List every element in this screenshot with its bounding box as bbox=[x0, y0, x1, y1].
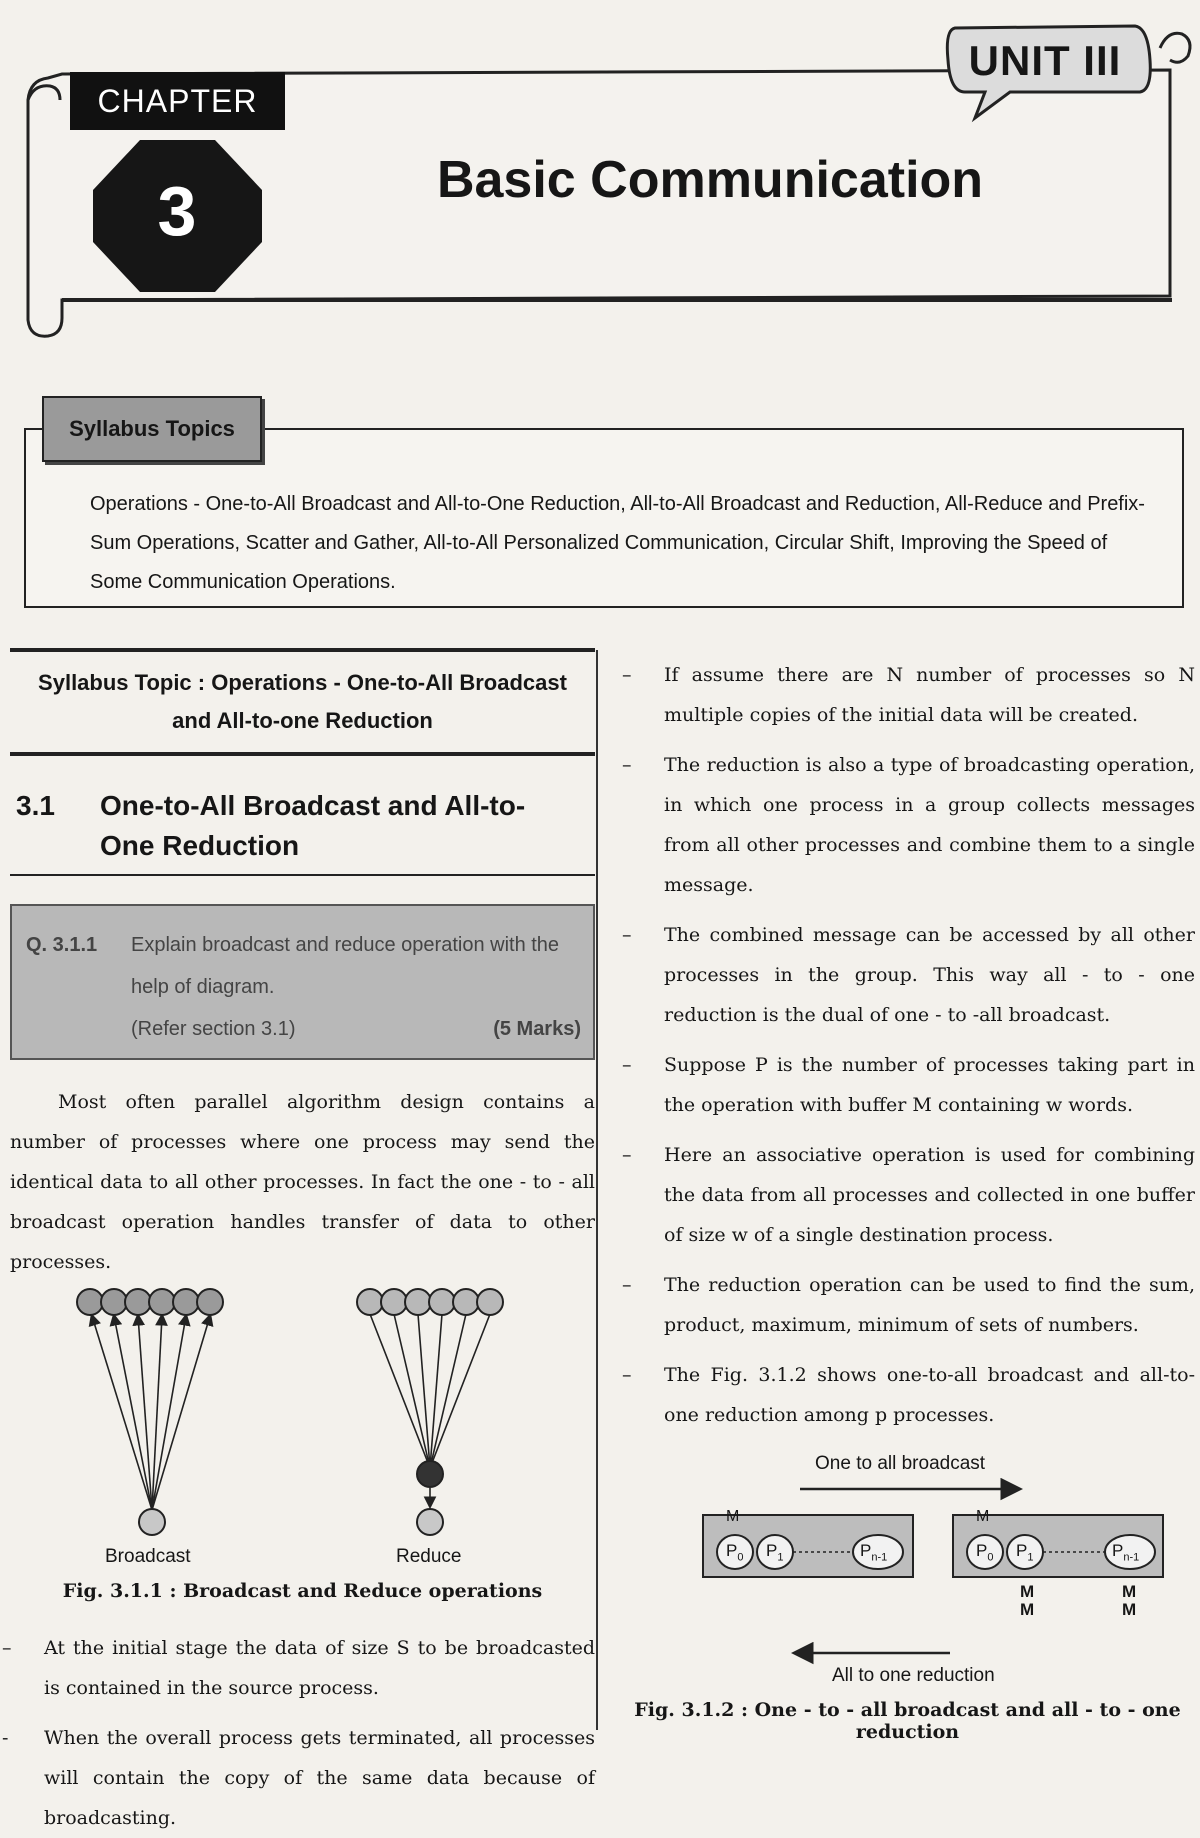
section-number: 3.1 bbox=[16, 790, 55, 821]
list-item: – Here an associative operation is used for combining the data from all processes and collected in one buffer of size w of a single destination process. bbox=[620, 1135, 1195, 1255]
bullet-dash: – bbox=[622, 924, 632, 946]
figure-caption: Fig. 3.1.2 : One - to - all broadcast and all - to - one reduction bbox=[634, 1699, 1181, 1743]
section-heading bbox=[10, 786, 595, 876]
question-box bbox=[10, 904, 595, 1060]
figure-broadcast-reduction bbox=[620, 1453, 1195, 1693]
list-item: – The reduction is also a type of broadcasting operation, in which one process in a group collects messages from all other processes and combine them to a single message. bbox=[620, 745, 1195, 905]
question-marks: (5 Marks) bbox=[493, 1018, 581, 1040]
list-item: – If assume there are N number of processes so N multiple copies of the initial data will be created. bbox=[620, 655, 1195, 735]
node-p0-right: $P_0$ bbox=[976, 1541, 994, 1564]
broadcast-reduce-diagram bbox=[10, 1288, 595, 1548]
figure-caption: Fig. 3.1.1 : Broadcast and Reduce operations bbox=[62, 1580, 543, 1602]
bullet-dash: – bbox=[622, 664, 632, 686]
node-p0-left: $P_0$ bbox=[726, 1541, 744, 1564]
bullet-dash: – bbox=[622, 1274, 632, 1296]
chapter-number: 3 bbox=[157, 172, 197, 250]
syllabus-tab: Syllabus Topics bbox=[42, 396, 262, 462]
column-divider bbox=[596, 650, 598, 1730]
buffer-copy-pn: M M bbox=[1122, 1582, 1137, 1619]
right-column bbox=[620, 655, 1195, 1743]
chapter-label: CHAPTER bbox=[70, 72, 285, 130]
bullet-dash: – bbox=[622, 1144, 632, 1166]
buffer-label-right: M bbox=[976, 1508, 990, 1525]
question-number: Q. 3.1.1 bbox=[26, 934, 98, 956]
figure-broadcast-reduce bbox=[10, 1288, 595, 1578]
unit-badge: UNIT III bbox=[968, 37, 1122, 84]
process-buffer-diagram bbox=[620, 1453, 1195, 1693]
label-broadcast: Broadcast bbox=[105, 1546, 191, 1567]
label-one-to-all: One to all broadcast bbox=[815, 1453, 986, 1474]
node-pn-right: $P_{n-1}$ bbox=[1112, 1541, 1140, 1564]
buffer-label-left: M bbox=[726, 1508, 740, 1525]
bullet-dash: – bbox=[622, 754, 632, 776]
bullet-dash: – bbox=[622, 1054, 632, 1076]
intro-paragraph: Most often parallel algorithm design contains a number of processes where one process may send the identical data to all other processes. In fact the one - to - all broadcast operation handles transfer of data to other processes. bbox=[10, 1091, 595, 1273]
bullet-dash: – bbox=[622, 1364, 632, 1386]
list-item: – At the initial stage the data of size S to be broadcasted is contained in the source process. bbox=[10, 1628, 595, 1708]
list-item: – Suppose P is the number of processes taking part in the operation with buffer M containing w words. bbox=[620, 1045, 1195, 1125]
buffer-copy-p1: M M bbox=[1020, 1582, 1035, 1619]
list-item: – The Fig. 3.1.2 shows one-to-all broadcast and all-to-one reduction among p processes. bbox=[620, 1355, 1195, 1435]
label-all-to-one: All to one reduction bbox=[832, 1665, 995, 1686]
label-reduce: Reduce bbox=[396, 1546, 462, 1567]
section-title: One-to-All Broadcast and All-to-One Reduction bbox=[100, 790, 526, 861]
left-column bbox=[2, 648, 595, 1838]
list-item: – The combined message can be accessed by all other processes in the group. This way all - to - one reduction is the dual of one - to -all broadcast. bbox=[620, 915, 1195, 1035]
node-p1-left: $P_1$ bbox=[766, 1541, 784, 1564]
node-pn-left: $P_{n-1}$ bbox=[860, 1541, 888, 1564]
question-text: Explain broadcast and reduce operation with the help of diagram. bbox=[131, 934, 560, 998]
syllabus-text: Operations - One-to-All Broadcast and All-to-One Reduction, All-to-All Broadcast and Reduction, All-Reduce and Prefix-Sum Operations, Scatter and Gather, All-to-All Personalized Communication, Circular Shift, Improving the Speed of Some Communication Operations. bbox=[90, 493, 1145, 593]
list-item: - When the overall process gets terminated, all processes will contain the copy of the same data because of broadcasting. bbox=[10, 1718, 595, 1838]
syllabus-topic-heading: Syllabus Topic : Operations - One-to-All Broadcast and All-to-one Reduction bbox=[10, 648, 595, 756]
bullet-dash: – bbox=[2, 1637, 12, 1659]
list-item: – The reduction operation can be used to find the sum, product, maximum, minimum of sets of numbers. bbox=[620, 1265, 1195, 1345]
chapter-title: Basic Communication bbox=[436, 151, 984, 209]
bullet-dash: - bbox=[2, 1727, 9, 1749]
node-p1-right: $P_1$ bbox=[1016, 1541, 1034, 1564]
question-reference: (Refer section 3.1) bbox=[131, 1018, 296, 1040]
